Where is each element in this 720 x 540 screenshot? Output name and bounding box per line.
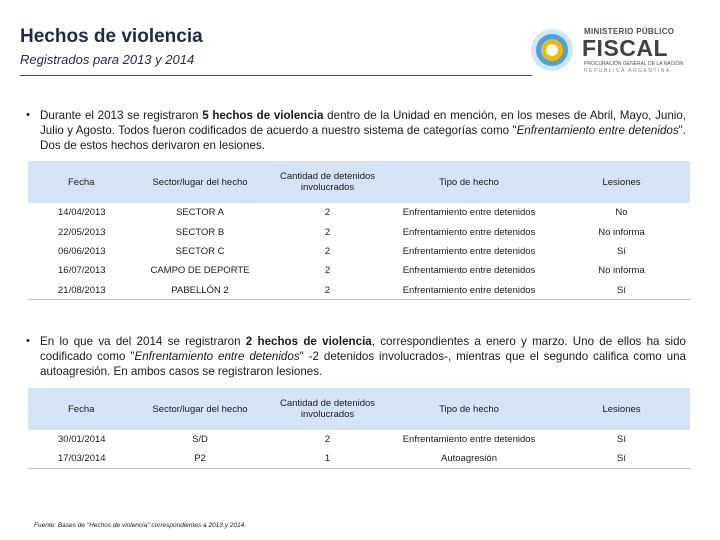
logo-line2: FISCAL bbox=[582, 35, 669, 61]
cell-lesiones: No bbox=[615, 207, 628, 219]
table-row bbox=[28, 203, 690, 222]
para-text: En lo que va del 2014 se registraron bbox=[40, 335, 246, 348]
logo-line1: MINISTERIO PÚBLICO bbox=[584, 27, 675, 36]
source-footnote: Fuente: Bases de "Hechos de violencia" correspondientes a 2013 y 2014. bbox=[34, 522, 247, 529]
cell-tipo: Autoagresión bbox=[385, 449, 553, 468]
cell-fecha: 30/01/2014 bbox=[58, 434, 106, 446]
cell-sector: SECTOR A bbox=[176, 207, 224, 219]
cell-fecha: 17/03/2014 bbox=[28, 449, 130, 468]
cell-tipo: Enfrentamiento entre detenidos bbox=[402, 245, 536, 257]
table-row bbox=[28, 222, 690, 241]
cell-cantidad: 2 bbox=[324, 226, 331, 238]
table-header-row bbox=[28, 388, 690, 430]
paragraph-2013 bbox=[26, 108, 687, 153]
header-tipo: Tipo de hecho bbox=[385, 161, 553, 203]
title-divider bbox=[20, 75, 532, 76]
bullet-dot: • bbox=[26, 109, 30, 121]
cell-tipo: Enfrentamiento entre detenidos bbox=[402, 265, 536, 277]
cell-lesiones: No informa bbox=[598, 226, 645, 238]
header-sector: Sector/lugar del hecho bbox=[130, 161, 270, 203]
para-bold: 2 hechos de violencia bbox=[245, 335, 372, 348]
cell-lesiones: Sí bbox=[617, 434, 626, 446]
table-row bbox=[28, 449, 690, 468]
para-text: , correspondientes a enero y marzo. Uno de ellos ha sido codificado como " bbox=[40, 335, 686, 363]
paragraph-2014 bbox=[26, 334, 686, 379]
cell-cantidad: 2 bbox=[270, 281, 385, 300]
para-bold: 5 hechos de violencia bbox=[202, 109, 324, 122]
header-lesiones: Lesiones bbox=[553, 161, 690, 203]
header-lesiones: Lesiones bbox=[553, 388, 690, 430]
cell-fecha: 14/04/2013 bbox=[58, 207, 106, 219]
para-text: ". Dos de estos hechos derivaron en lesiones. bbox=[40, 124, 686, 152]
header-fecha: Fecha bbox=[28, 161, 130, 203]
para-text: dentro de la Unidad en mención, en los meses de Abril, Mayo, Junio, Julio y Agosto. Todos fueron codificados de acuerdo a nuestro sistema de categorías como " bbox=[40, 109, 687, 137]
header-cantidad: Cantidad de detenidos involucrados bbox=[270, 388, 385, 430]
cell-fecha: 22/05/2013 bbox=[58, 226, 106, 238]
table-2013 bbox=[28, 161, 690, 300]
bullet-dot: • bbox=[26, 335, 30, 347]
cell-cantidad: 2 bbox=[324, 434, 331, 446]
cell-cantidad: 1 bbox=[270, 449, 385, 468]
cell-tipo: Enfrentamiento entre detenidos bbox=[402, 226, 536, 238]
cell-sector: S/D bbox=[192, 434, 208, 446]
ministerio-logo bbox=[530, 24, 710, 78]
cell-fecha: 21/08/2013 bbox=[28, 281, 130, 300]
table-row bbox=[28, 430, 690, 449]
logo-line4: REPÚBLICA ARGENTINA bbox=[584, 68, 671, 74]
para-italic: Enfrentamiento entre detenidos bbox=[134, 350, 300, 363]
cell-lesiones: Sí bbox=[553, 449, 690, 468]
cell-cantidad: 2 bbox=[324, 207, 331, 219]
table-row bbox=[28, 261, 690, 280]
cell-tipo: Enfrentamiento entre detenidos bbox=[402, 207, 536, 219]
table-2014 bbox=[28, 388, 690, 469]
table-header-row bbox=[28, 161, 690, 203]
table-row bbox=[28, 281, 690, 300]
para-italic: Enfrentamiento entre detenidos bbox=[516, 124, 679, 137]
cell-fecha: 06/06/2013 bbox=[58, 245, 106, 257]
cell-cantidad: 2 bbox=[324, 265, 331, 277]
cell-cantidad: 2 bbox=[324, 245, 331, 257]
table-row bbox=[28, 242, 690, 261]
cell-lesiones: Sí bbox=[617, 245, 626, 257]
page-subtitle: Registrados para 2013 y 2014 bbox=[20, 52, 195, 67]
cell-lesiones: No informa bbox=[598, 265, 645, 277]
sun-seal-icon bbox=[530, 28, 574, 72]
cell-sector: P2 bbox=[130, 449, 270, 468]
para-text: Durante el 2013 se registraron bbox=[40, 109, 203, 122]
logo-line3: PROCURACIÓN GENERAL DE LA NACIÓN bbox=[584, 61, 684, 67]
cell-sector: SECTOR B bbox=[175, 226, 225, 238]
page-title: Hechos de violencia bbox=[20, 26, 203, 47]
header-tipo: Tipo de hecho bbox=[385, 388, 553, 430]
header-cantidad: Cantidad de detenidos involucrados bbox=[270, 161, 385, 203]
para-text: " -2 detenidos involucrados-, mientras que el segundo califica como una autoagresión. En ambos casos se registraron lesiones. bbox=[40, 350, 686, 378]
cell-sector: PABELLÓN 2 bbox=[130, 281, 270, 300]
cell-fecha: 16/07/2013 bbox=[58, 265, 106, 277]
cell-sector: CAMPO DE DEPORTE bbox=[150, 265, 250, 277]
cell-sector: SECTOR C bbox=[175, 245, 225, 257]
cell-lesiones: Sí bbox=[553, 281, 690, 300]
cell-tipo: Enfrentamiento entre detenidos bbox=[385, 281, 553, 300]
header-fecha: Fecha bbox=[28, 388, 130, 430]
header-sector: Sector/lugar del hecho bbox=[130, 388, 270, 430]
cell-tipo: Enfrentamiento entre detenidos bbox=[402, 434, 536, 446]
